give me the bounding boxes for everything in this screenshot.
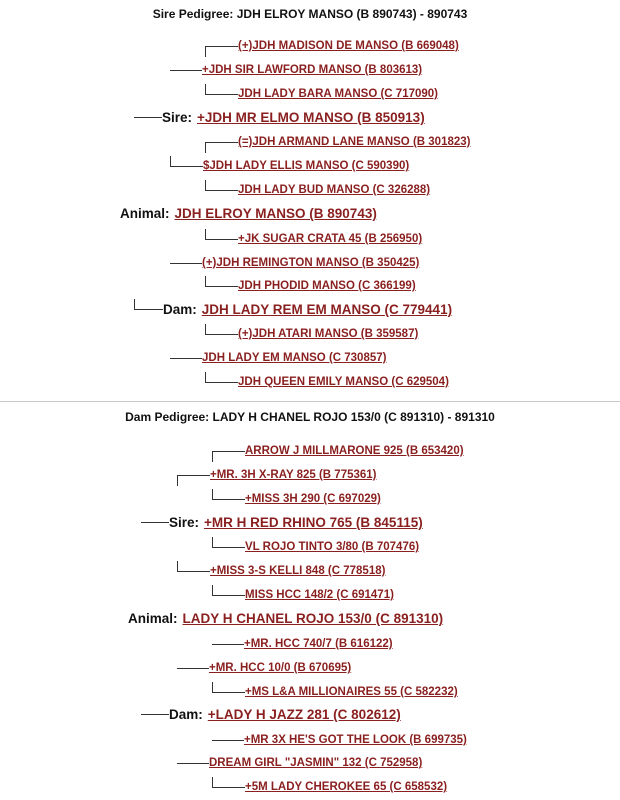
dam-ped-gg3-link[interactable]: VL ROJO TINTO 3/80 (B 707476) bbox=[245, 541, 420, 553]
dam-ped-gg6-row bbox=[212, 686, 458, 698]
tree-connector bbox=[212, 489, 245, 500]
sire-ped-g1-link[interactable]: +JDH SIR LAWFORD MANSO (B 803613) bbox=[202, 64, 423, 76]
tree-connector bbox=[134, 299, 163, 310]
sire-ped-gg8-row bbox=[205, 376, 449, 388]
tree-connector bbox=[212, 740, 244, 751]
tree-connector bbox=[205, 84, 238, 95]
sire-ped-gg1-row bbox=[205, 40, 459, 52]
sire-ped-gg2-row bbox=[205, 88, 438, 100]
dam-ped-g2-row bbox=[177, 565, 385, 577]
sire-ped-gg8-link[interactable]: JDH QUEEN EMILY MANSO (C 629504) bbox=[238, 376, 449, 388]
dam-ped-animal-link[interactable]: LADY H CHANEL ROJO 153/0 (C 891310) bbox=[182, 611, 444, 626]
dam-pedigree-title: Dam Pedigree: LADY H CHANEL ROJO 153/0 (C 891310) - 891310 bbox=[125, 410, 495, 424]
dam-ped-gg4-link[interactable]: MISS HCC 148/2 (C 691471) bbox=[245, 589, 394, 601]
dam-ped-g4-link[interactable]: DREAM GIRL "JASMIN" 132 (C 752958) bbox=[209, 757, 423, 769]
dam-ped-g2-link[interactable]: +MISS 3-S KELLI 848 (C 778518) bbox=[210, 565, 386, 577]
sire-ped-gg1-link[interactable]: (+)JDH MADISON DE MANSO (B 669048) bbox=[238, 40, 459, 52]
sire-ped-g4-link[interactable]: JDH LADY EM MANSO (C 730857) bbox=[202, 352, 387, 364]
sire-ped-gg7-row bbox=[205, 328, 418, 340]
tree-connector bbox=[170, 70, 202, 81]
sire-ped-sire-row bbox=[134, 110, 425, 125]
tree-connector bbox=[212, 644, 244, 655]
dam-ped-gg5-row bbox=[212, 638, 393, 650]
dam-ped-dam-row bbox=[141, 707, 401, 722]
sire-ped-g2-link[interactable]: $JDH LADY ELLIS MANSO (C 590390) bbox=[203, 160, 410, 172]
dam-ped-gg1-link[interactable]: ARROW J MILLMARONE 925 (B 653420) bbox=[245, 445, 464, 457]
sire-label: Sire: bbox=[169, 515, 200, 530]
sire-ped-gg2-link[interactable]: JDH LADY BARA MANSO (C 717090) bbox=[238, 88, 439, 100]
tree-connector bbox=[170, 156, 203, 167]
dam-ped-g3-link[interactable]: +MR. HCC 10/0 (B 670695) bbox=[209, 662, 352, 674]
dam-ped-gg8-link[interactable]: +5M LADY CHEROKEE 65 (C 658532) bbox=[245, 781, 448, 793]
tree-connector bbox=[141, 522, 169, 533]
tree-connector bbox=[205, 324, 238, 335]
tree-connector bbox=[170, 358, 202, 369]
sire-ped-animal-link[interactable]: JDH ELROY MANSO (B 890743) bbox=[174, 206, 377, 221]
dam-ped-gg5-link[interactable]: +MR. HCC 740/7 (B 616122) bbox=[244, 638, 393, 650]
dam-label: Dam: bbox=[163, 302, 197, 317]
dam-ped-gg1-row bbox=[212, 445, 464, 457]
sire-ped-gg5-link[interactable]: +JK SUGAR CRATA 45 (B 256950) bbox=[238, 233, 423, 245]
tree-connector bbox=[205, 229, 238, 240]
sire-ped-animal-row bbox=[120, 206, 377, 221]
dam-ped-g1-link[interactable]: +MR. 3H X-RAY 825 (B 775361) bbox=[210, 469, 377, 481]
tree-connector bbox=[205, 142, 238, 153]
sire-ped-gg7-link[interactable]: (+)JDH ATARI MANSO (B 359587) bbox=[238, 328, 419, 340]
tree-connector bbox=[177, 561, 210, 572]
dam-ped-gg7-row bbox=[212, 734, 467, 746]
dam-ped-g4-row bbox=[177, 757, 422, 769]
sire-ped-gg6-row bbox=[205, 280, 416, 292]
dam-ped-gg8-row bbox=[212, 781, 447, 793]
tree-connector bbox=[212, 682, 245, 693]
dam-label: Dam: bbox=[169, 707, 203, 722]
animal-label: Animal: bbox=[120, 206, 170, 221]
section-divider bbox=[0, 401, 620, 402]
dam-ped-gg6-link[interactable]: +MS L&A MILLIONAIRES 55 (C 582232) bbox=[245, 686, 458, 698]
tree-connector bbox=[205, 180, 238, 191]
dam-ped-sire-link[interactable]: +MR H RED RHINO 765 (B 845115) bbox=[204, 515, 423, 530]
animal-label: Animal: bbox=[128, 611, 178, 626]
dam-ped-gg2-link[interactable]: +MISS 3H 290 (C 697029) bbox=[245, 493, 381, 505]
dam-ped-gg7-link[interactable]: +MR 3X HE'S GOT THE LOOK (B 699735) bbox=[244, 734, 467, 746]
sire-ped-sire-link[interactable]: +JDH MR ELMO MANSO (B 850913) bbox=[197, 110, 425, 125]
tree-connector bbox=[212, 777, 245, 788]
dam-ped-gg4-row bbox=[212, 589, 394, 601]
tree-connector bbox=[205, 372, 238, 383]
tree-connector bbox=[170, 263, 202, 274]
sire-label: Sire: bbox=[162, 110, 193, 125]
sire-ped-dam-link[interactable]: JDH LADY REM EM MANSO (C 779441) bbox=[201, 302, 453, 317]
tree-connector bbox=[212, 451, 245, 462]
sire-ped-dam-row bbox=[134, 302, 452, 317]
dam-ped-g3-row bbox=[177, 662, 351, 674]
tree-connector bbox=[177, 763, 209, 774]
sire-pedigree-title: Sire Pedigree: JDH ELROY MANSO (B 890743) - 890743 bbox=[152, 7, 468, 21]
dam-ped-sire-row bbox=[141, 515, 423, 530]
tree-connector bbox=[141, 714, 169, 725]
tree-connector bbox=[212, 585, 245, 596]
tree-connector bbox=[177, 668, 209, 679]
sire-ped-gg4-row bbox=[205, 184, 430, 196]
sire-ped-gg3-row bbox=[205, 136, 470, 148]
tree-connector bbox=[134, 117, 162, 128]
sire-ped-g1-row bbox=[170, 64, 422, 76]
sire-ped-g3-row bbox=[170, 257, 419, 269]
sire-ped-g3-link[interactable]: (+)JDH REMINGTON MANSO (B 350425) bbox=[202, 257, 420, 269]
sire-ped-gg4-link[interactable]: JDH LADY BUD MANSO (C 326288) bbox=[238, 184, 431, 196]
dam-ped-gg3-row bbox=[212, 541, 419, 553]
sire-ped-gg5-row bbox=[205, 233, 422, 245]
sire-ped-g4-row bbox=[170, 352, 386, 364]
dam-ped-animal-row bbox=[128, 611, 443, 626]
sire-ped-gg3-link[interactable]: (=)JDH ARMAND LANE MANSO (B 301823) bbox=[238, 136, 471, 148]
dam-ped-g1-row bbox=[177, 469, 377, 481]
tree-connector bbox=[177, 475, 210, 486]
dam-ped-dam-link[interactable]: +LADY H JAZZ 281 (C 802612) bbox=[207, 707, 401, 722]
tree-connector bbox=[205, 276, 238, 287]
sire-ped-g2-row bbox=[170, 160, 409, 172]
dam-ped-gg2-row bbox=[212, 493, 381, 505]
sire-ped-gg6-link[interactable]: JDH PHODID MANSO (C 366199) bbox=[238, 280, 416, 292]
tree-connector bbox=[205, 46, 238, 57]
tree-connector bbox=[212, 537, 245, 548]
